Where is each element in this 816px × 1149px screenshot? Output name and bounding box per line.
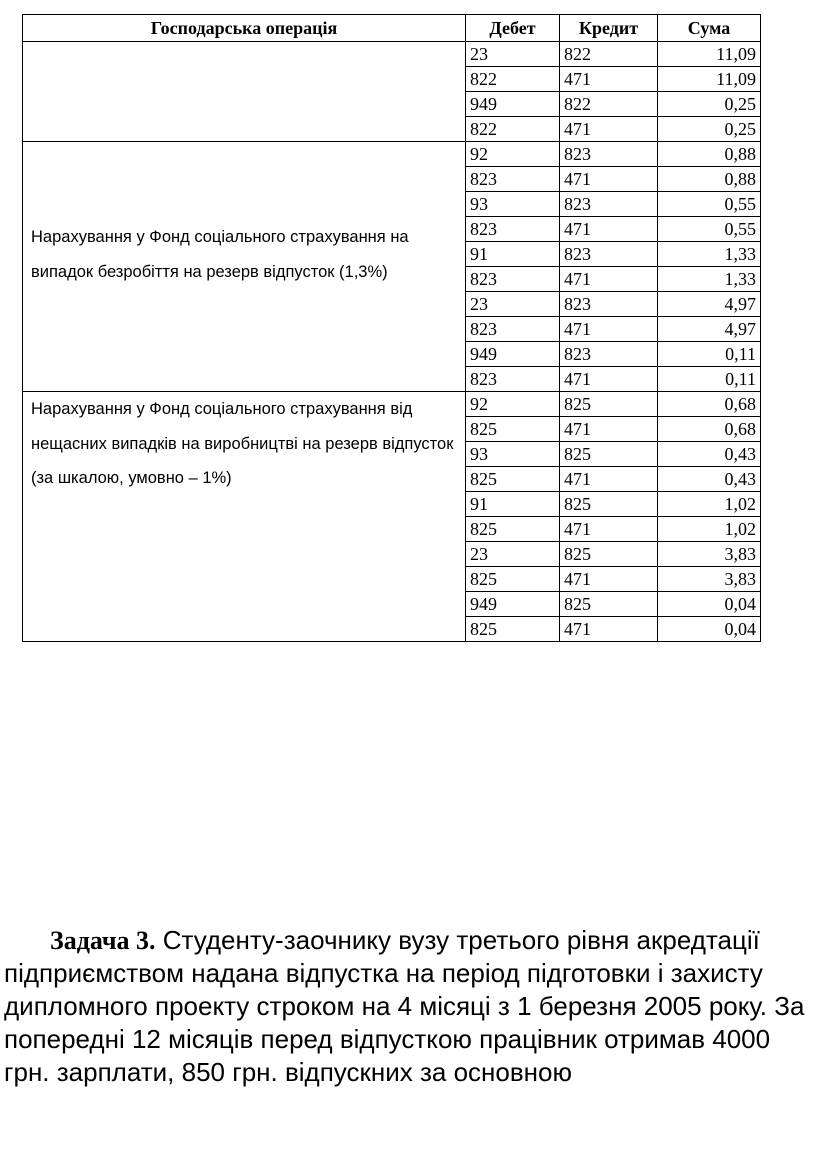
debit-cell: 91 <box>466 492 560 517</box>
header-credit: Кредит <box>560 15 658 42</box>
header-debit: Дебет <box>466 15 560 42</box>
sum-cell: 11,09 <box>658 42 761 67</box>
debit-cell: 23 <box>466 292 560 317</box>
sum-cell: 0,68 <box>658 392 761 417</box>
sum-cell: 0,11 <box>658 342 761 367</box>
sum-cell: 0,55 <box>658 192 761 217</box>
debit-cell: 823 <box>466 167 560 192</box>
debit-cell: 23 <box>466 542 560 567</box>
sum-cell: 1,02 <box>658 517 761 542</box>
credit-cell: 823 <box>560 242 658 267</box>
debit-cell: 825 <box>466 417 560 442</box>
credit-cell: 822 <box>560 92 658 117</box>
credit-cell: 471 <box>560 517 658 542</box>
sum-cell: 0,25 <box>658 117 761 142</box>
ledger-table <box>22 14 761 642</box>
debit-cell: 825 <box>466 567 560 592</box>
ledger-body <box>23 42 761 642</box>
debit-cell: 949 <box>466 92 560 117</box>
header-operation: Господарська операція <box>23 15 466 42</box>
sum-cell: 0,43 <box>658 467 761 492</box>
debit-cell: 823 <box>466 317 560 342</box>
credit-cell: 471 <box>560 217 658 242</box>
credit-cell: 825 <box>560 442 658 467</box>
sum-cell: 4,97 <box>658 317 761 342</box>
credit-cell: 471 <box>560 567 658 592</box>
task-paragraph <box>0 924 814 1089</box>
sum-cell: 0,11 <box>658 367 761 392</box>
credit-cell: 823 <box>560 292 658 317</box>
credit-cell: 823 <box>560 342 658 367</box>
task-label: Задача 3. <box>50 926 156 955</box>
sum-cell: 1,02 <box>658 492 761 517</box>
credit-cell: 825 <box>560 492 658 517</box>
debit-cell: 23 <box>466 42 560 67</box>
sum-cell: 0,55 <box>658 217 761 242</box>
credit-cell: 825 <box>560 592 658 617</box>
operation-cell <box>23 392 466 642</box>
debit-cell: 822 <box>466 117 560 142</box>
credit-cell: 471 <box>560 467 658 492</box>
sum-cell: 3,83 <box>658 542 761 567</box>
credit-cell: 471 <box>560 67 658 92</box>
debit-cell: 825 <box>466 617 560 642</box>
debit-cell: 823 <box>466 267 560 292</box>
operation-cell <box>23 42 466 142</box>
credit-cell: 471 <box>560 317 658 342</box>
credit-cell: 471 <box>560 367 658 392</box>
sum-cell: 11,09 <box>658 67 761 92</box>
sum-cell: 0,88 <box>658 167 761 192</box>
task-text: Студенту-заочнику вузу третього рівня акредтації підприємством надана відпустка на період підготовки і захисту дипломного проекту строком на 4 місяці з 1 березня 2005 року. За попередні 12 місяців перед відпусткою працівник отримав 4000 грн. зарплати, 850 грн. відпускних за основною <box>4 925 805 1087</box>
sum-cell: 0,04 <box>658 592 761 617</box>
debit-cell: 823 <box>466 217 560 242</box>
debit-cell: 825 <box>466 517 560 542</box>
debit-cell: 92 <box>466 392 560 417</box>
credit-cell: 822 <box>560 42 658 67</box>
operation-text: Нарахування у Фонд соціального страхування від нещасних випадків на виробництві на резерв відпусток (за шкалою, умовно – 1%) <box>31 400 454 487</box>
debit-cell: 949 <box>466 592 560 617</box>
credit-cell: 823 <box>560 142 658 167</box>
sum-cell: 1,33 <box>658 267 761 292</box>
credit-cell: 823 <box>560 192 658 217</box>
credit-cell: 825 <box>560 542 658 567</box>
sum-cell: 0,43 <box>658 442 761 467</box>
sum-cell: 0,25 <box>658 92 761 117</box>
debit-cell: 93 <box>466 442 560 467</box>
credit-cell: 471 <box>560 117 658 142</box>
debit-cell: 825 <box>466 467 560 492</box>
debit-cell: 822 <box>466 67 560 92</box>
sum-cell: 0,88 <box>658 142 761 167</box>
operation-cell <box>23 142 466 392</box>
credit-cell: 471 <box>560 267 658 292</box>
credit-cell: 471 <box>560 167 658 192</box>
sum-cell: 0,68 <box>658 417 761 442</box>
debit-cell: 91 <box>466 242 560 267</box>
debit-cell: 92 <box>466 142 560 167</box>
sum-cell: 0,04 <box>658 617 761 642</box>
table-row <box>23 42 761 67</box>
sum-cell: 4,97 <box>658 292 761 317</box>
operation-text <box>27 42 461 45</box>
debit-cell: 823 <box>466 367 560 392</box>
sum-cell: 1,33 <box>658 242 761 267</box>
debit-cell: 93 <box>466 192 560 217</box>
debit-cell: 949 <box>466 342 560 367</box>
header-sum: Сума <box>658 15 761 42</box>
table-row <box>23 142 761 167</box>
operation-text: Нарахування у Фонд соціального страхування на випадок безробіття на резерв відпусток (1,3%) <box>31 228 409 281</box>
table-row <box>23 392 761 417</box>
table-header-row <box>23 15 761 42</box>
credit-cell: 471 <box>560 617 658 642</box>
sum-cell: 3,83 <box>658 567 761 592</box>
credit-cell: 825 <box>560 392 658 417</box>
credit-cell: 471 <box>560 417 658 442</box>
